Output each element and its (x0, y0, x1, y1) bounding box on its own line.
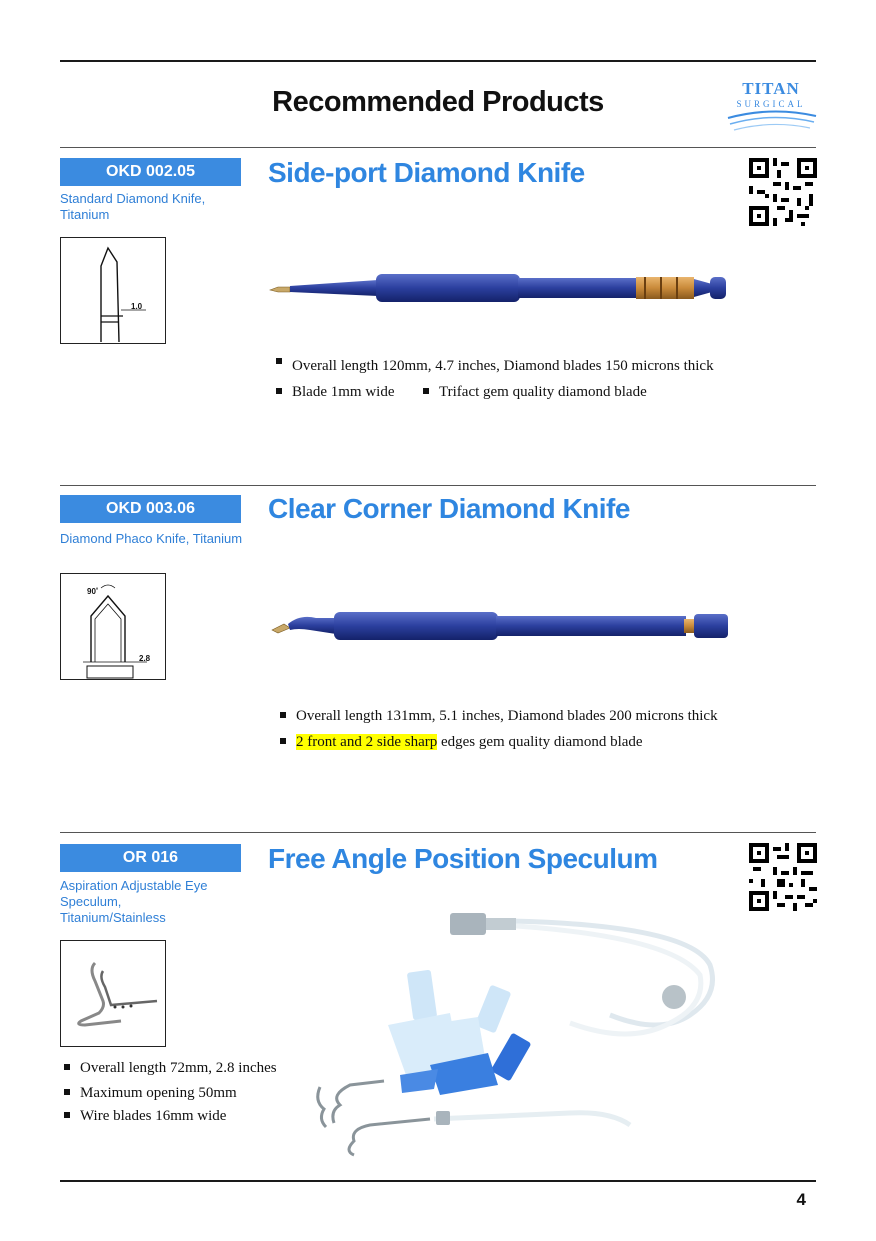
page-title: Recommended Products (272, 86, 604, 118)
product-image-side-port-knife (268, 268, 730, 308)
product-code-badge: OKD 003.06 (60, 495, 241, 523)
section-divider-2 (60, 485, 816, 486)
bottom-rule (60, 1180, 816, 1182)
page-number: 4 (796, 1190, 806, 1209)
blade-angle-label: 90˚ (87, 587, 99, 596)
svg-text:TITAN: TITAN (742, 79, 800, 98)
section-divider-3 (60, 832, 816, 833)
bullet-item: Trifact gem quality diamond blade (423, 384, 647, 401)
product-subtitle: Standard Diamond Knife, Titanium (60, 191, 206, 222)
product-title: Free Angle Position Speculum (268, 843, 658, 874)
product-title: Clear Corner Diamond Knife (268, 493, 630, 524)
speculum-diagram (60, 940, 166, 1047)
qr-code-icon[interactable] (749, 843, 817, 911)
bullet-item: Wire blades 16mm wide (64, 1108, 226, 1125)
product-subtitle: Diamond Phaco Knife, Titanium (60, 531, 243, 546)
product-image-speculum (310, 905, 730, 1155)
bullet-item: Overall length 120mm, 4.7 inches, Diamond blades 150 microns thick (276, 358, 714, 375)
bullet-item: 2 front and 2 side sharp edges gem quality diamond blade (280, 734, 643, 751)
blade-diagram (60, 237, 166, 344)
blade-width-label: 1.0 (131, 302, 143, 311)
product-code-badge: OR 016 (60, 844, 241, 872)
svg-text:SURGICAL: SURGICAL (736, 99, 806, 109)
product-subtitle: Aspiration Adjustable Eye Speculum, Titanium/Stainless (60, 878, 208, 925)
qr-code-icon[interactable] (749, 158, 817, 226)
section-divider-1 (60, 147, 816, 148)
blade-diagram (60, 573, 166, 680)
highlighted-text: 2 front and 2 side sharp (296, 734, 438, 750)
bullet-item: Overall length 72mm, 2.8 inches (64, 1060, 277, 1077)
product-title: Side-port Diamond Knife (268, 157, 585, 188)
product-image-clear-corner-knife (270, 606, 732, 646)
bullet-item: Blade 1mm wide (276, 384, 394, 401)
top-rule (60, 60, 816, 62)
bullet-item: Maximum opening 50mm (64, 1085, 237, 1102)
titan-surgical-logo (722, 78, 820, 138)
bullet-item: Overall length 131mm, 5.1 inches, Diamond blades 200 microns thick (280, 708, 718, 725)
product-code-badge: OKD 002.05 (60, 158, 241, 186)
blade-width-label: 2.8 (139, 654, 151, 663)
